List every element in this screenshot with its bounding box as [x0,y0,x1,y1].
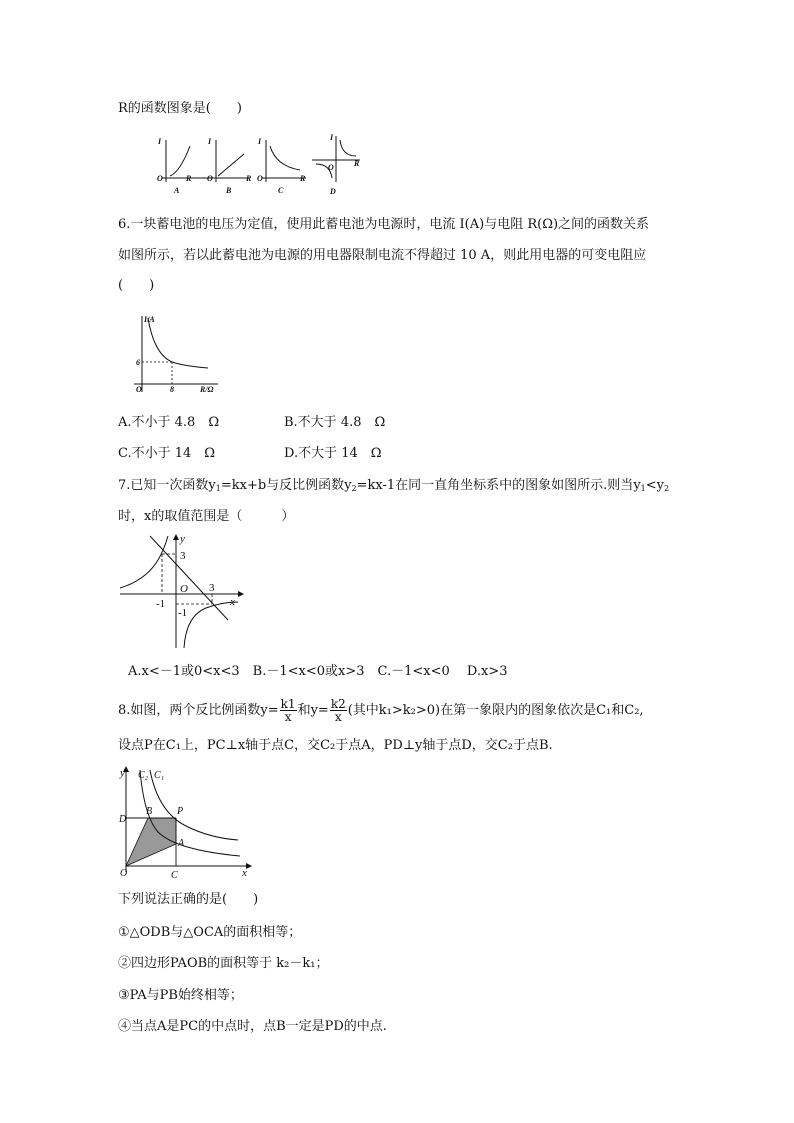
q8-y-label: y [120,767,125,779]
q6-x-label: R/Ω [200,385,214,394]
q5-a-origin: O [157,174,163,183]
q8-statement-2: ②四边形PAOB的面积等于 k₂－k₁； [118,956,329,971]
q5-option-b: B [226,186,232,195]
q5-a-axis-i: I [158,137,162,146]
q8-statement-4: ④当点A是PC的中点时，点B一定是PD的中点. [118,1019,387,1034]
q5-option-a: A [174,186,180,195]
q5-b-axis-r: R [246,174,252,183]
q8-label-c: C [171,870,178,880]
q8-fraction-1 [280,698,297,723]
q6-option-d: D.不大于 14 Ω [284,446,382,461]
q7-y2-sub: 2 [351,484,357,493]
q5-c-origin: O [257,174,263,183]
q6-graph [128,312,224,402]
q7-y-label: y [180,533,185,545]
q6-option-c: C.不小于 14 Ω [118,446,216,461]
q6-origin: O [136,385,142,394]
q8-fraction-2 [330,698,347,723]
q7-text-1: 7.已知一次函数 [118,478,209,493]
q5-option-c: C [278,186,284,195]
q8-x-label: x [242,867,247,879]
q7-y1: y [208,478,216,493]
q7-tick-minus1-x: -1 [156,598,166,610]
q7-y4: y [656,478,665,493]
q5-b-axis-i: I [208,137,212,146]
q5-d-axis-r: R [354,159,360,168]
q8-f1-numerator: k1 [280,697,296,711]
q8-and: 和 [297,703,311,718]
q8-label-c1: C₁ [154,770,165,781]
q8-statement-3: ③PA与PB始终相等； [118,988,243,1003]
q6-line-1: 6.一块蓄电池的电压为定值，使用此蓄电池为电源时，电流 I(A)与电阻 R(Ω)之间的函数关系 [118,217,650,232]
q7-less-than: < [645,478,657,493]
q5-b-origin: O [207,174,213,183]
q5-stem-tail: R的函数图象是( ) [118,101,242,116]
q5-c-axis-r: R [300,174,306,183]
q8-text-2: (其中k₁>k₂>0)在第一象限内的图象依次是C₁和C₂, [347,703,644,718]
q7-tick-minus1-y: -1 [178,607,188,619]
q7-x-label: x [230,596,235,608]
q5-c-axis-i: I [258,137,262,146]
q7-text-2: =kx+b与反比例函数 [220,478,345,493]
q6-line-2: 如图所示，若以此蓄电池为电源的用电器限制电流不得超过 10 A，则此用电器的可变电阻应 [118,248,647,263]
q8-label-b: B [146,806,153,817]
q8-line-1 [118,697,644,725]
q6-y-label: I/A [144,315,155,324]
q6-option-b: B.不大于 4.8 Ω [284,415,386,430]
q7-graph [118,532,244,654]
q7-y3-sub: 1 [640,484,646,493]
q6-x-tick: 8 [170,385,174,394]
q8-label-p: P [177,806,184,817]
q6-y-tick: 6 [136,358,140,367]
q7-tick-3-y: 3 [180,550,186,562]
q6-line-3: ( ) [118,278,155,293]
q8-statement-1: ①△ODB与△OCA的面积相等； [118,925,302,940]
q7-y2: y [344,478,352,493]
q5-option-d: D [330,187,336,196]
q5-option-graphs [150,132,370,202]
q7-y1-sub: 1 [215,484,221,493]
q8-label-a: A [178,838,185,849]
q5-a-axis-r: R [186,174,192,183]
q8-f2-denominator: x [334,710,342,724]
q8-graph [118,762,254,884]
q8-label-d: D [119,814,127,825]
q8-f1-lhs: y= [260,703,279,718]
q8-f1-denominator: x [284,710,292,724]
q5-d-origin: O [328,163,334,172]
q7-line-1 [118,477,669,498]
q7-y4-sub: 2 [664,484,670,493]
q7-text-3: =kx-1在同一直角坐标系中的图象如图所示.则当 [356,478,634,493]
q6-option-a: A.不小于 4.8 Ω [118,415,220,430]
q5-d-axis-i: I [330,133,334,142]
q8-label-c2: C₂ [138,770,149,781]
q7-line-2: 时，x的取值范围是（ ） [118,509,295,524]
q8-ask: 下列说法正确的是( ) [118,892,259,907]
q7-tick-3-x: 3 [209,582,215,594]
q7-y3: y [633,478,641,493]
q8-f2-numerator: k2 [330,697,346,711]
q8-text-1: 8.如图，两个反比例函数 [118,703,261,718]
q8-f2-lhs: y= [310,703,329,718]
q7-origin: O [180,583,188,595]
q7-options: A.x<－1或0<x<3 B.－1<x<0或x>3 C.－1<x<0 D.x>3 [128,664,508,679]
q8-line-2: 设点P在C₁上，PC⊥x轴于点C，交C₂于点A，PD⊥y轴于点D，交C₂于点B. [118,738,553,753]
q8-label-o: O [120,868,128,879]
